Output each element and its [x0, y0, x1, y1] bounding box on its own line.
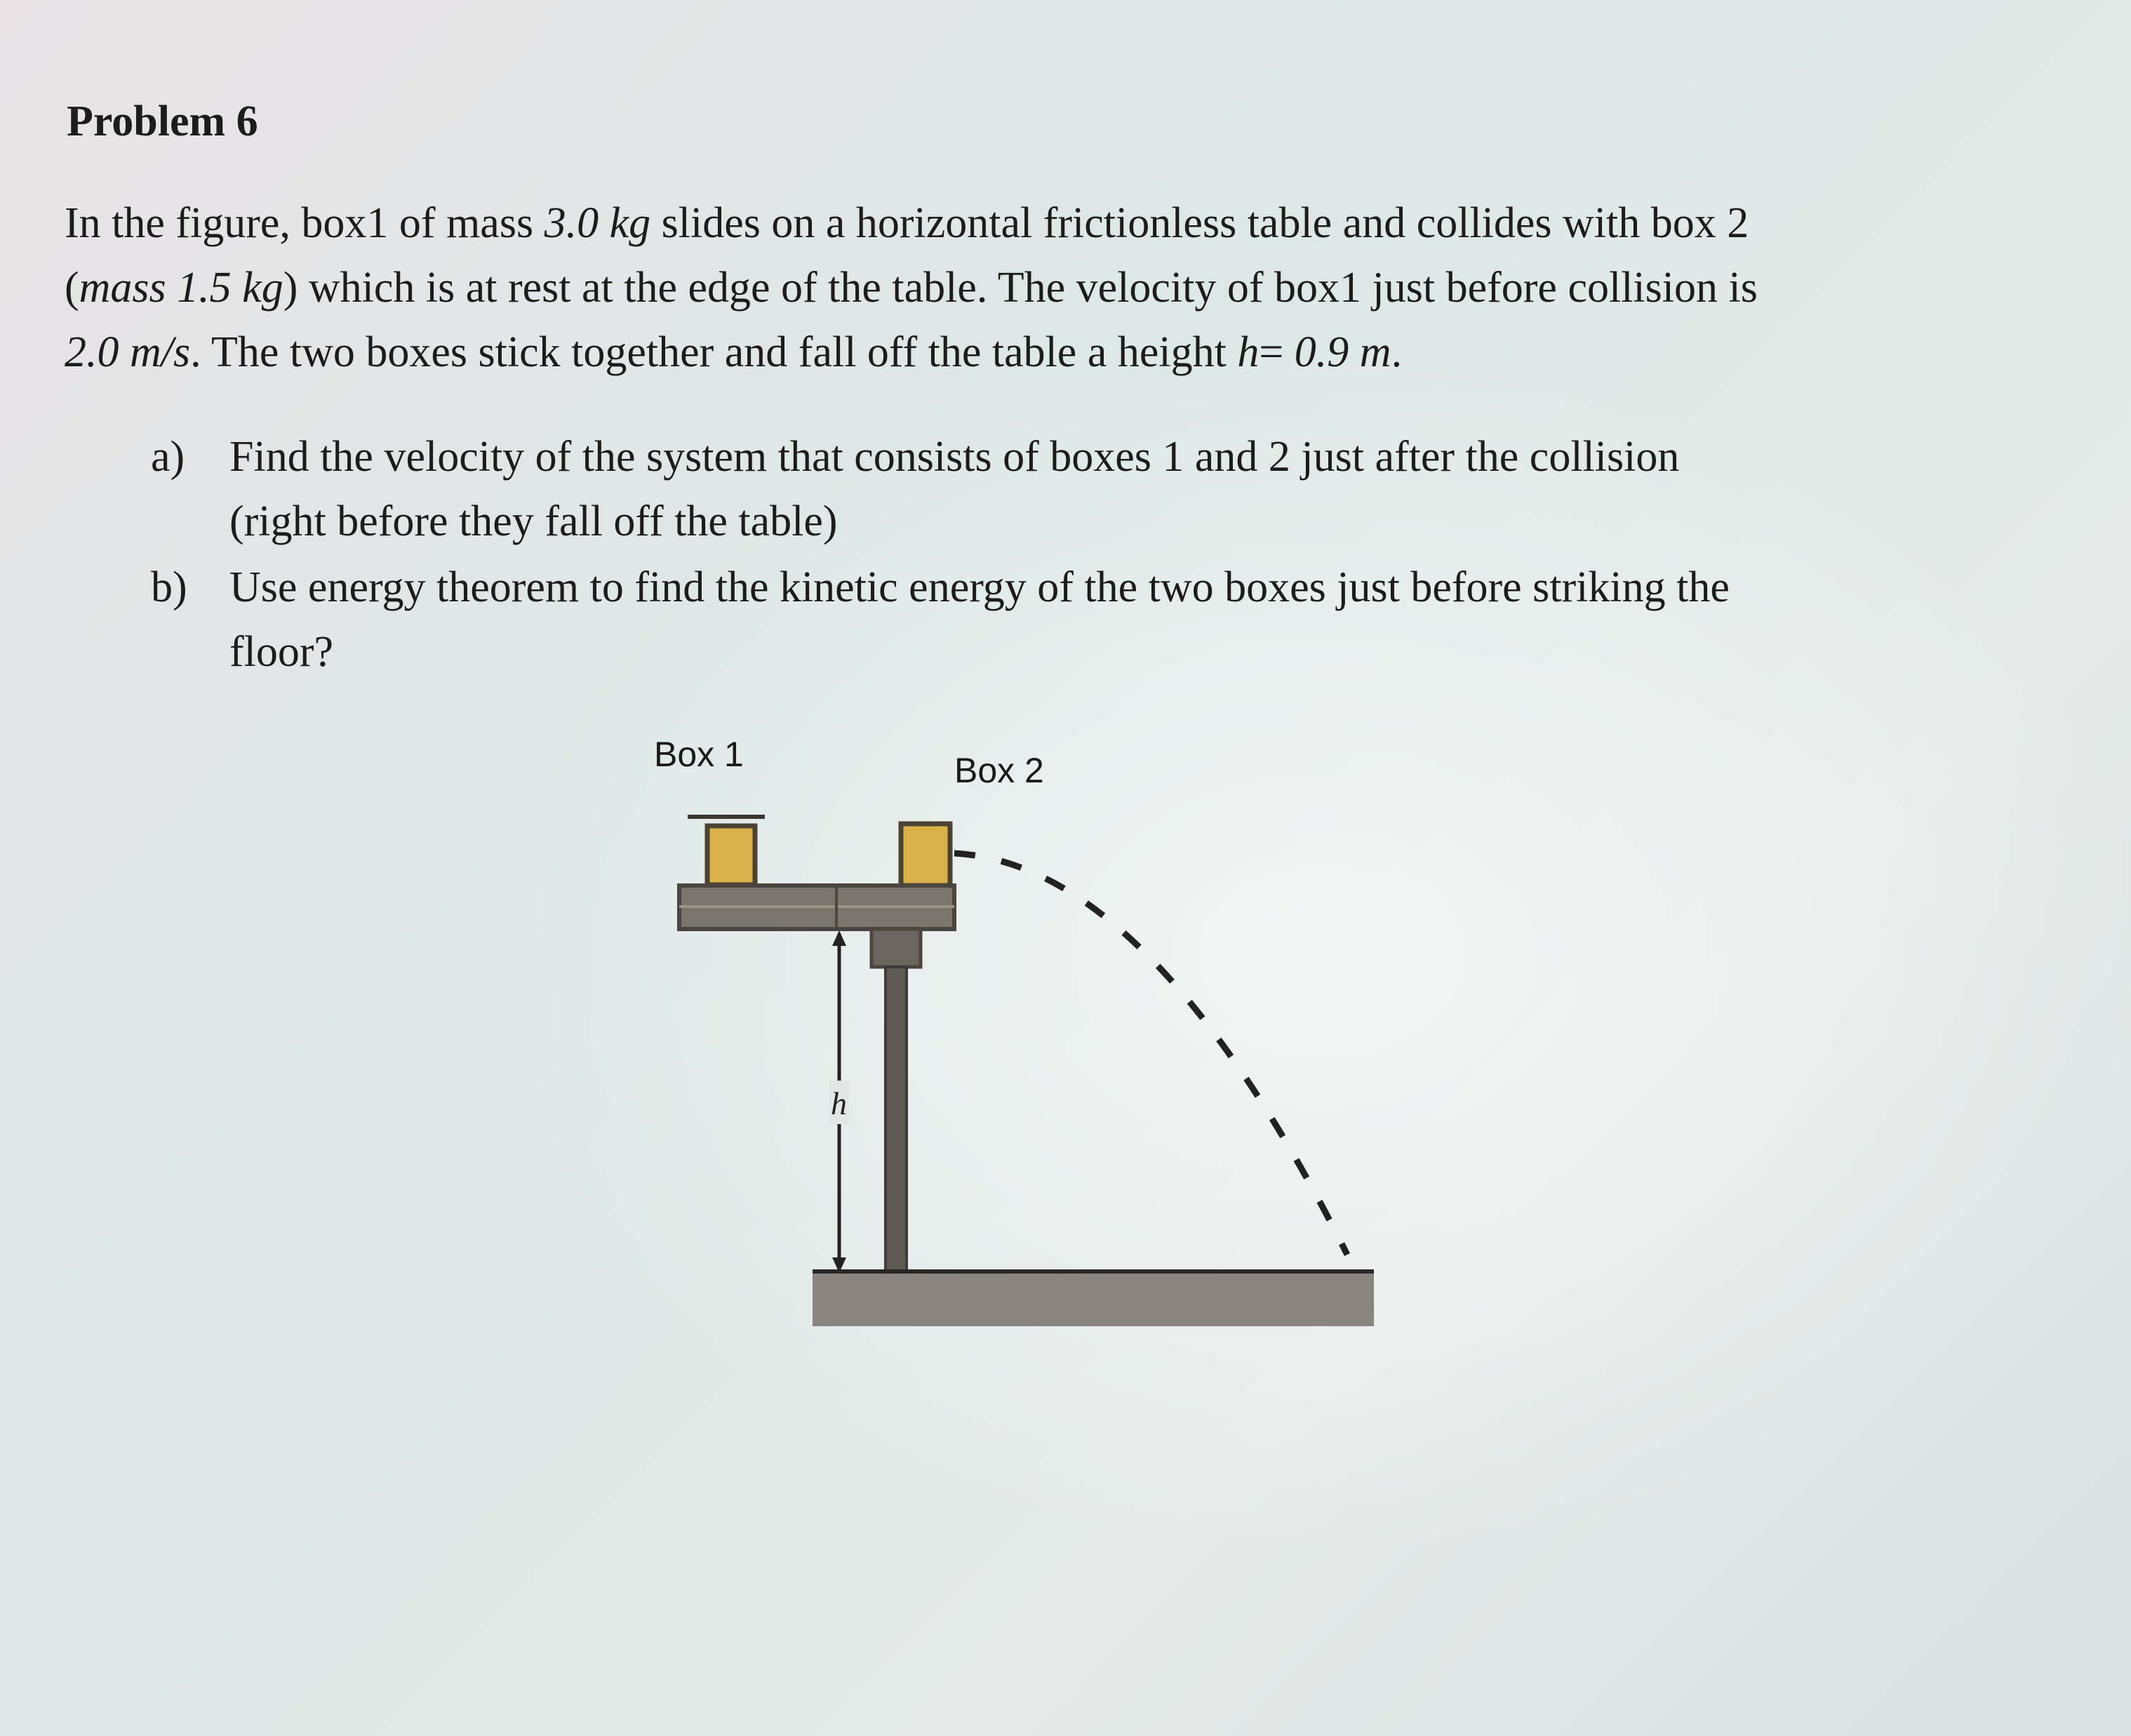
question-b-line-1: Use energy theorem to find the kinetic energy of the two boxes just before striking the: [229, 563, 1730, 611]
height-value: 0.9 m: [1294, 328, 1391, 376]
box2-mass: mass 1.5 kg: [79, 264, 283, 312]
question-a-line-2: (right before they fall off the table): [229, 498, 838, 545]
statement-line-1: In the figure, box1 of mass 3.0 kg slides on a horizontal frictionless table and collides with box 2: [65, 199, 1749, 247]
question-a: [151, 425, 2045, 554]
question-b-label: b): [151, 563, 187, 611]
height-arrow-top-head: [832, 930, 846, 946]
statement-line-3: 2.0 m/s. The two boxes stick together and fall off the table a height h= 0.9 m.: [65, 328, 1403, 376]
question-b-line-2: floor?: [229, 628, 334, 676]
box1-velocity: 2.0 m/s: [65, 328, 191, 376]
statement-line-2: (mass 1.5 kg) which is at rest at the edge of the table. The velocity of box1 just before collision is: [65, 264, 1758, 312]
trajectory-path: [954, 853, 1347, 1255]
table-leg-collar: [871, 929, 921, 967]
box2-label: Box 2: [954, 751, 1044, 790]
box1: [707, 826, 755, 885]
height-label: h: [831, 1086, 847, 1121]
collision-figure: [617, 730, 1403, 1326]
question-b: [151, 555, 2045, 684]
box2: [901, 824, 950, 886]
table-leg: [886, 967, 907, 1276]
question-a-line-1: Find the velocity of the system that consists of boxes 1 and 2 just after the collision: [229, 433, 1680, 481]
question-a-label: a): [151, 433, 185, 481]
question-list: [151, 425, 2045, 684]
problem-statement: [65, 191, 2085, 385]
box1-mass: 3.0 kg: [544, 199, 651, 247]
height-symbol: h: [1237, 328, 1260, 376]
box1-label: Box 1: [654, 735, 744, 774]
floor: [813, 1274, 1374, 1326]
problem-title: Problem 6: [67, 98, 258, 145]
